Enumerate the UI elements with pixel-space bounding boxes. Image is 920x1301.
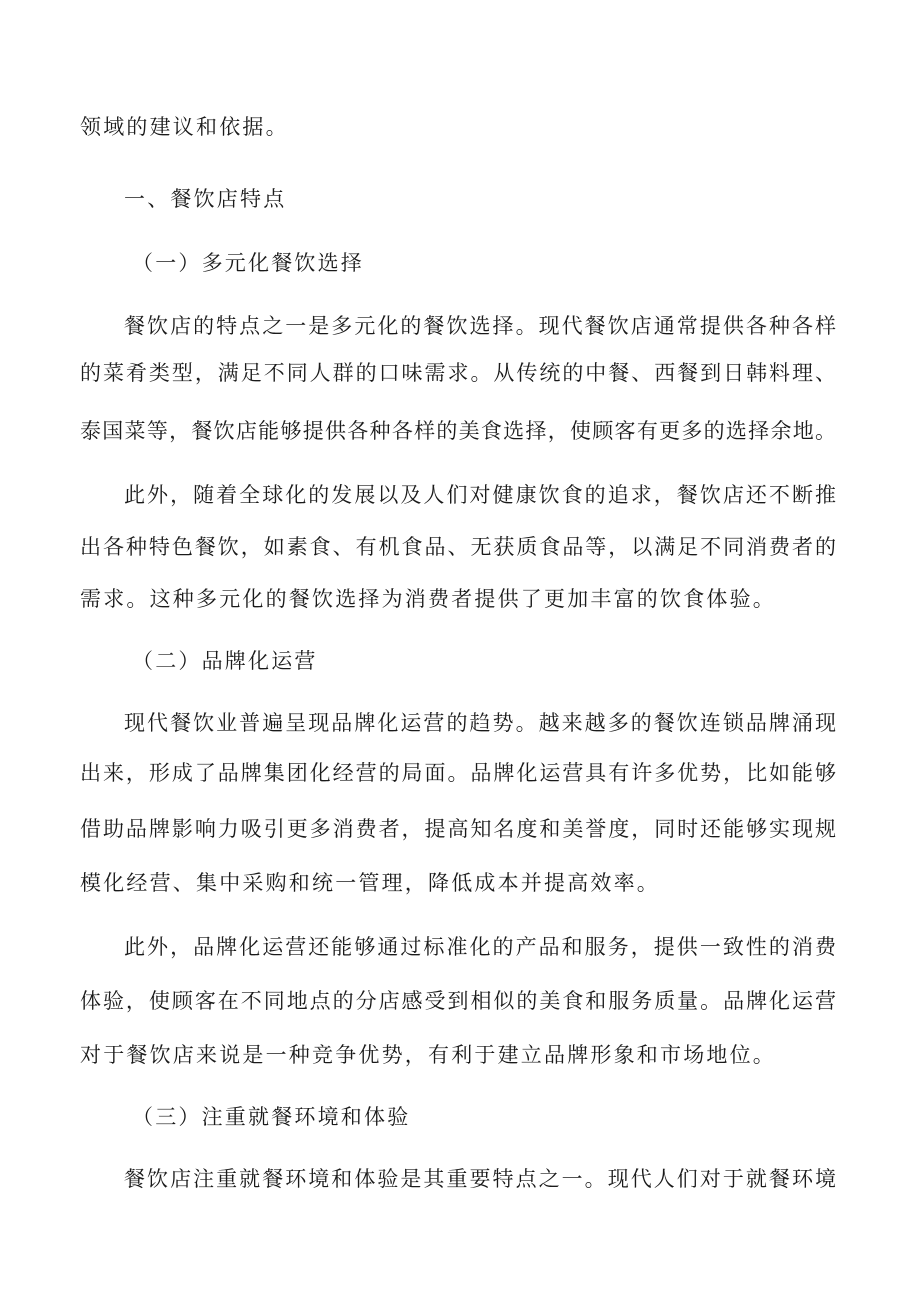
paragraph-line: 餐饮店的特点之一是多元化的餐饮选择。现代餐饮店通常提供各种各样 [124,314,836,338]
paragraph-line-end: 模化经营、集中采购和统一管理，降低成本并提高效率。 [80,871,660,895]
subsection-heading: （一）多元化餐饮选择 [132,251,364,275]
paragraph-line: 现代餐饮业普遍呈现品牌化运营的趋势。越来越多的餐饮连锁品牌涌现 [124,711,836,735]
paragraph-line: 借助品牌影响力吸引更多消费者，提高知名度和美誉度，同时还能够实现规 [80,817,836,841]
paragraph-line: 此外，品牌化运营还能够通过标准化的产品和服务，提供一致性的消费 [124,935,836,959]
paragraph-line-end: 需求。这种多元化的餐饮选择为消费者提供了更加丰富的饮食体验。 [80,587,776,611]
paragraph-line: 餐饮店注重就餐环境和体验是其重要特点之一。现代人们对于就餐环境 [124,1167,836,1191]
paragraph-line-end: 领域的建议和依据。 [80,115,289,139]
paragraph-line: 泰国菜等，餐饮店能够提供各种各样的美食选择，使顾客有更多的选择余地。 [80,419,836,443]
paragraph-line: 此外，随着全球化的发展以及人们对健康饮食的追求，餐饮店还不断推 [124,483,836,507]
section-heading: 一、餐饮店特点 [124,187,287,211]
paragraph-line: 体验，使顾客在不同地点的分店感受到相似的美食和服务质量。品牌化运营 [80,989,836,1013]
paragraph-line-end: 对于餐饮店来说是一种竞争优势，有利于建立品牌形象和市场地位。 [80,1043,776,1067]
subsection-heading: （二）品牌化运营 [132,649,318,673]
subsection-heading: （三）注重就餐环境和体验 [132,1105,411,1129]
paragraph-line: 出各种特色餐饮，如素食、有机食品、无获质食品等，以满足不同消费者的 [80,535,836,559]
paragraph-line: 的菜肴类型，满足不同人群的口味需求。从传统的中餐、西餐到日韩料理、 [80,361,836,385]
paragraph-line: 出来，形成了品牌集团化经营的局面。品牌化运营具有许多优势，比如能够 [80,761,836,785]
